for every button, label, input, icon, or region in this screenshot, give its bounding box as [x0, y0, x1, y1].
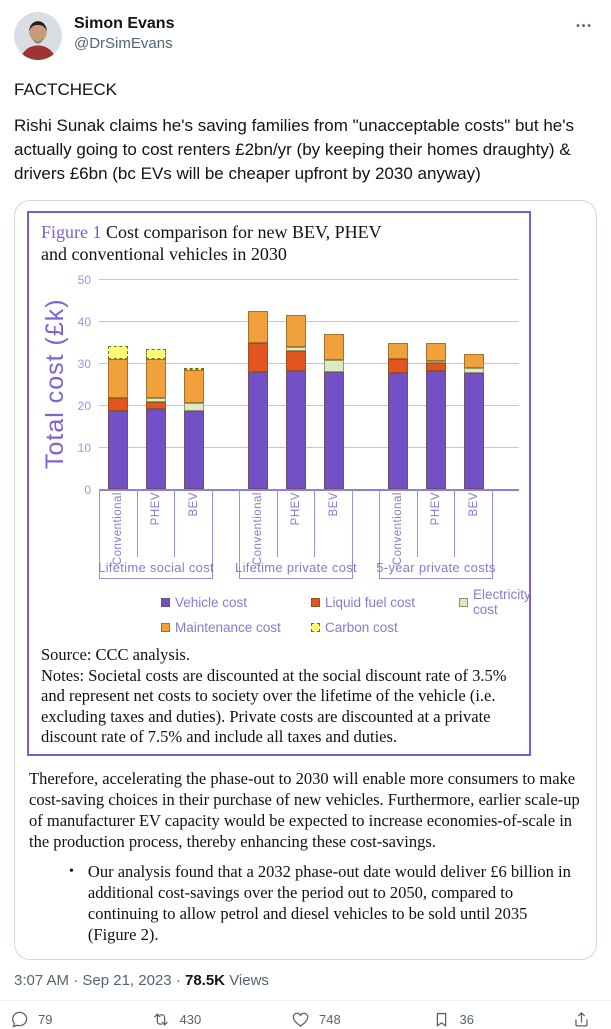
bar-segment-maintenance [184, 370, 204, 403]
engagement-bar [0, 1001, 611, 1029]
paragraph-text: Therefore, accelerating the phase-out to 2030 will enable more consumers to make cost-saving choices in their purchase of new vehicles. Furthermore, earlier scale-up of manufacturer EV capacity would be expected to increase economies-of-scale in the production process, thereby enhancing these cost-savings. [29, 768, 580, 851]
figure-caption-line1: Cost comparison for new BEV, PHEV [101, 222, 382, 242]
bar-segment-vehicle [286, 371, 306, 489]
y-axis-tick-label: 30 [77, 357, 91, 371]
tweet-image-attachment[interactable] [14, 200, 597, 960]
group-gap [213, 271, 239, 579]
group-plot [239, 271, 353, 489]
figure-notes [41, 645, 519, 748]
group-plot [99, 271, 213, 489]
like-icon [291, 1010, 310, 1029]
bar-segment-liquid_fuel [286, 351, 306, 372]
legend-marker-maintenance [161, 623, 170, 632]
stacked-bar [286, 315, 306, 489]
bar-segment-maintenance [108, 359, 128, 398]
legend-marker-liquid_fuel [311, 598, 320, 607]
category-cell [175, 489, 213, 557]
axis-category-label: PHEV [430, 492, 442, 526]
y-axis-tick-label: 20 [77, 399, 91, 413]
bookmark-button[interactable] [432, 1010, 573, 1029]
chart-group [99, 271, 213, 579]
bar-segment-vehicle [248, 372, 268, 489]
axis-group-label: 5-year private costs [379, 557, 493, 579]
chart-group [376, 271, 496, 579]
category-cell [138, 489, 176, 557]
bar-segment-liquid_fuel [146, 402, 166, 410]
figure-caption [41, 221, 519, 265]
legend-item [459, 587, 531, 617]
tweet-time: 3:07 AM [14, 971, 70, 989]
figure-source: Source: CCC analysis. [41, 645, 190, 664]
legend-item [311, 620, 459, 635]
figure-notes-text: Notes: Societal costs are discounted at the social discount rate of 3.5% and represent net costs to society over the lifetime of the vehicle (i.e. excluding taxes and duties). Private costs are discounted at a private discount rate of 7.5% and include all taxes and duties. [41, 665, 507, 746]
like-button[interactable] [291, 1010, 432, 1029]
axis-category-label: PHEV [290, 492, 302, 526]
chart [41, 271, 519, 579]
figure-caption-label: Figure 1 [41, 222, 102, 242]
views-label: Views [229, 971, 269, 989]
category-axis-row [99, 489, 213, 566]
axis-category-label: Conventional [112, 492, 125, 566]
legend-item [311, 587, 459, 617]
bar-segment-vehicle [426, 371, 446, 489]
category-cell [380, 489, 418, 566]
tweet-header [0, 0, 611, 60]
axis-category-label: BEV [467, 492, 480, 517]
dot-separator-2: · [175, 971, 181, 989]
bar-segment-vehicle [146, 409, 166, 489]
category-axis-row [239, 489, 353, 566]
bar-segment-maintenance [248, 311, 268, 343]
bar-segment-vehicle [464, 373, 484, 489]
category-cell [240, 489, 278, 566]
stacked-bar [248, 311, 268, 489]
y-axis-tick-label: 10 [77, 441, 91, 455]
avatar-image [14, 12, 62, 60]
y-axis-ticks [67, 271, 95, 497]
stacked-bar [108, 346, 128, 489]
stacked-bar [388, 343, 408, 489]
bookmark-icon [432, 1010, 451, 1029]
bar-segment-carbon [146, 349, 166, 359]
bar-segment-maintenance [388, 343, 408, 359]
category-axis-row [379, 489, 493, 566]
group-gap [353, 271, 379, 579]
legend-label: Electricity cost [473, 587, 531, 617]
bullet-item [69, 861, 574, 945]
bar-segment-maintenance [426, 343, 446, 361]
chart-legend [161, 587, 531, 635]
legend-marker-electricity [459, 598, 468, 607]
bullet-text: Our analysis found that a 2032 phase-out date would deliver £6 billion in additional cost-savings over the period out to 2050, compared to continuing to allow petrol and diesel vehicles to be sold until 2035 (Figure 2). [87, 861, 571, 944]
share-button[interactable] [572, 1010, 591, 1029]
y-axis-title: Total cost (£k) [41, 298, 69, 470]
axis-category-label: BEV [187, 492, 200, 517]
figure-caption-line2: and conventional vehicles in 2030 [41, 244, 287, 264]
author-name[interactable]: Simon Evans [74, 15, 175, 32]
plot-area [99, 271, 519, 579]
stacked-bar [426, 343, 446, 489]
reply-count: 79 [38, 1011, 53, 1027]
bar-segment-electricity [184, 403, 204, 411]
more-button[interactable] [572, 12, 595, 44]
reply-button[interactable] [10, 1010, 151, 1029]
stacked-bar [184, 368, 204, 489]
bar-segment-maintenance [146, 359, 166, 398]
more-icon [574, 16, 593, 35]
repost-icon [151, 1010, 171, 1029]
legend-item [161, 620, 311, 635]
legend-marker-vehicle [161, 598, 170, 607]
tweet-text-body: Rishi Sunak claims he's saving families from "unacceptable costs" but he's actually going to cost renters £2bn/yr (by keeping their homes draughty) & drivers £6bn (bc EVs will be cheaper upfront by 2030 anyway) [14, 116, 574, 183]
y-axis-tick-label: 50 [77, 273, 91, 287]
legend-label: Liquid fuel cost [325, 594, 416, 610]
bar-segment-carbon [108, 346, 128, 359]
bar-segment-liquid_fuel [108, 398, 128, 411]
legend-item [161, 587, 311, 617]
bookmark-count: 36 [459, 1011, 474, 1027]
share-icon [572, 1010, 591, 1029]
axis-group-label: Lifetime private cost [239, 557, 353, 579]
bullet-icon: • [69, 863, 74, 879]
avatar[interactable] [14, 12, 62, 60]
bar-segment-maintenance [324, 334, 344, 360]
reply-icon [10, 1010, 29, 1029]
like-count: 748 [319, 1011, 341, 1027]
repost-button[interactable] [151, 1010, 292, 1029]
axis-category-label: PHEV [150, 492, 162, 526]
group-plot [379, 271, 493, 489]
bar-segment-liquid_fuel [426, 363, 446, 370]
axis-category-label: Conventional [392, 492, 405, 566]
views-count: 78.5K [184, 971, 226, 989]
chart-group [235, 271, 357, 579]
y-axis-tick-label: 0 [84, 483, 91, 497]
bar-segment-liquid_fuel [388, 359, 408, 373]
stacked-bar [146, 349, 166, 489]
axis-group-label: Lifetime social cost [99, 557, 213, 579]
category-cell [418, 489, 456, 557]
figure-box [27, 211, 531, 756]
legend-label: Maintenance cost [175, 620, 281, 635]
y-axis-tick-label: 40 [77, 315, 91, 329]
category-cell [278, 489, 316, 557]
bar-segment-vehicle [324, 372, 344, 489]
stacked-bar [464, 354, 484, 489]
legend-label: Carbon cost [325, 620, 398, 635]
stacked-bar [324, 334, 344, 489]
dot-separator-1: · [73, 971, 79, 989]
bar-segment-maintenance [286, 315, 306, 347]
category-cell [100, 489, 138, 566]
tweet-date: Sep 21, 2023 [82, 971, 172, 989]
bar-segment-electricity [324, 360, 344, 373]
axis-category-label: BEV [327, 492, 340, 517]
author-handle[interactable]: @DrSimEvans [74, 35, 173, 52]
author-block[interactable] [74, 12, 174, 54]
bar-segment-vehicle [388, 373, 408, 489]
document-paragraph [29, 768, 582, 945]
bar-segment-vehicle [184, 411, 204, 489]
category-cell [455, 489, 493, 557]
bar-segment-maintenance [464, 354, 484, 367]
category-cell [315, 489, 353, 557]
axis-category-label: Conventional [252, 492, 265, 566]
tweet-text-factcheck: FACTCHECK [14, 80, 117, 99]
timestamp-row [14, 972, 597, 989]
repost-count: 430 [179, 1011, 202, 1027]
bar-segment-liquid_fuel [248, 343, 268, 372]
legend-label: Vehicle cost [175, 594, 248, 610]
legend-marker-carbon [311, 623, 320, 632]
bar-segment-vehicle [108, 411, 128, 489]
